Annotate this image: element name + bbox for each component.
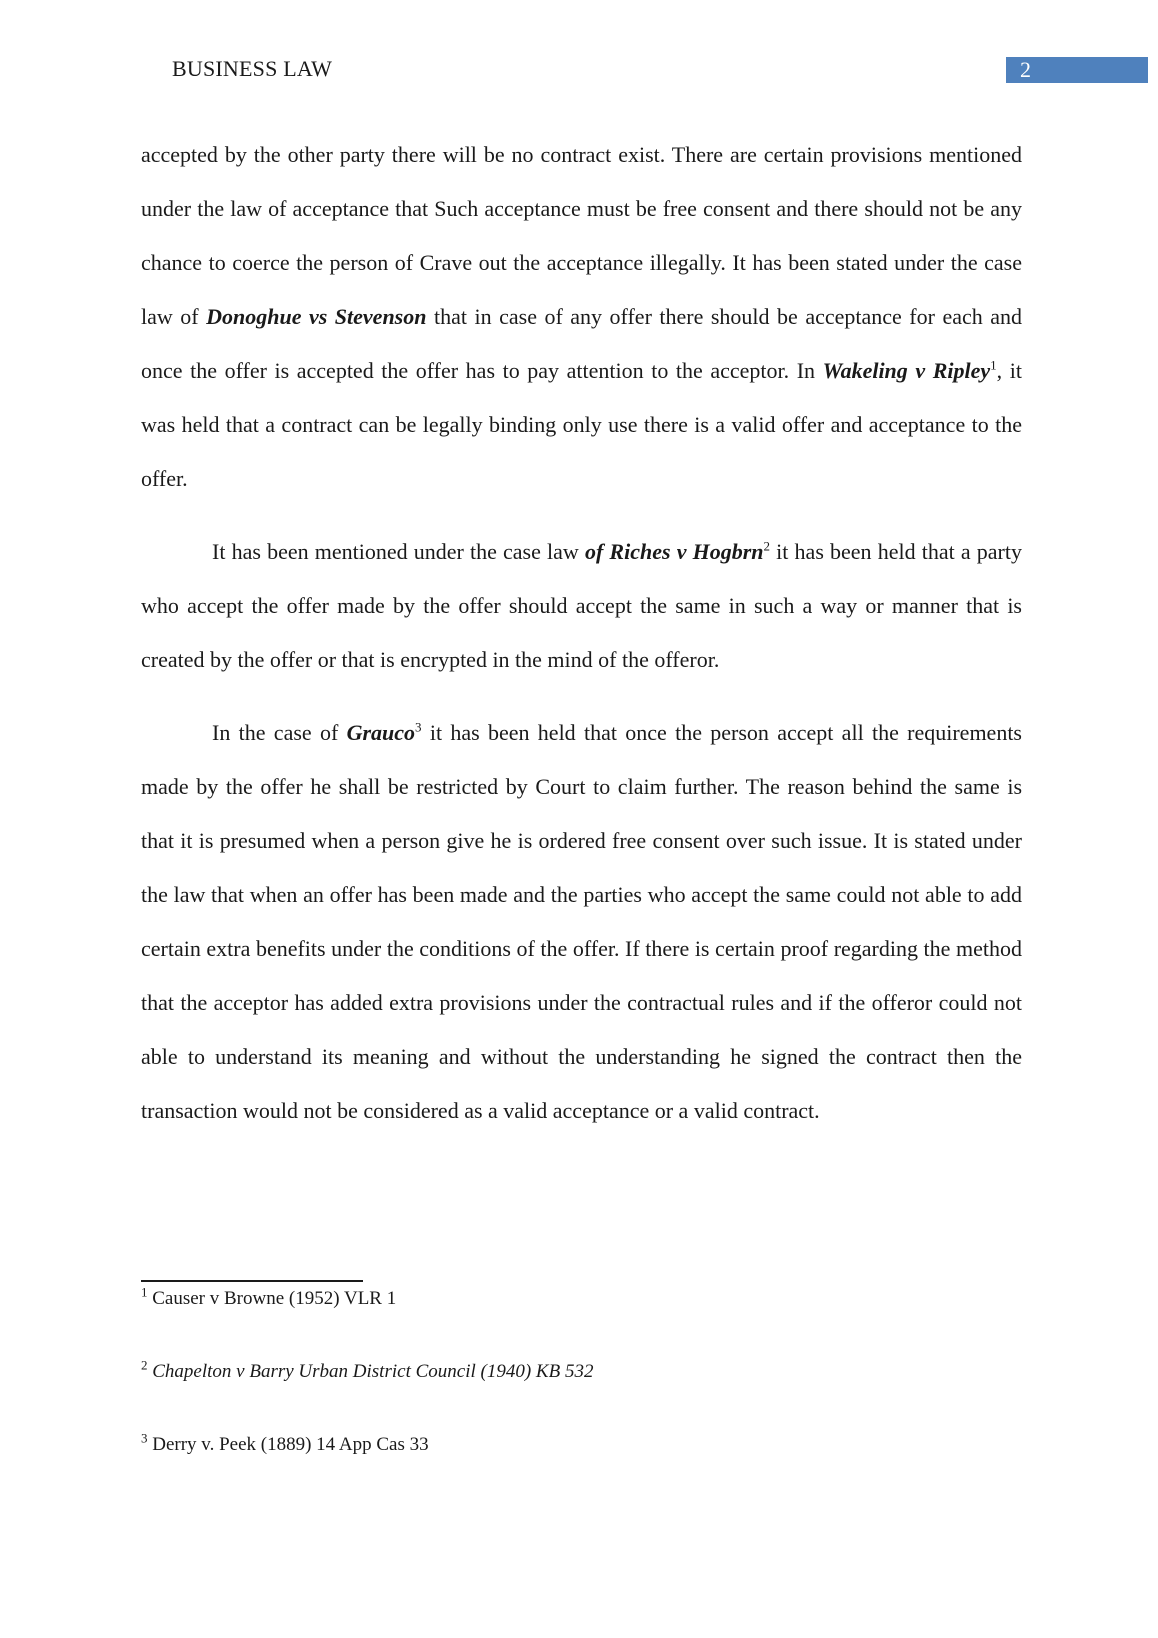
case-citation-wakeling: Wakeling v Ripley: [822, 358, 991, 383]
paragraph-text: that in case of any offer there should be acceptance for each and once the offer is accepted the offer has to pay attention to the acceptor. In: [141, 304, 1023, 383]
paragraph-1: [141, 128, 1022, 506]
paragraph-text: , it was held that a contract can be legally binding only use there is a valid offer and acceptance to the offer.: [141, 358, 1022, 491]
running-header: BUSINESS LAW: [172, 56, 333, 81]
footnote-text: Chapelton v Barry Urban District Council (1940) KB 532: [152, 1361, 594, 1382]
case-citation-grauco: Grauco: [346, 720, 416, 745]
paragraph-text: accepted by the other party there will be no contract exist. There are certain provisions mentioned under the law of acceptance that Such acceptance must be free consent and there should not be any chance to coerce the person of Crave out the acceptance illegally. It has been stated under the case law of: [141, 142, 1022, 329]
footnote-reference-2[interactable]: 2: [763, 538, 771, 554]
paragraph-text: In the case of: [212, 720, 347, 745]
footnote-reference-3[interactable]: 3: [415, 719, 422, 735]
case-citation-riches: of Riches v Hogbrn: [584, 539, 764, 564]
case-citation-donoghue: Donoghue vs Stevenson: [206, 304, 427, 329]
footnote-text: Causer v Browne (1952) VLR 1: [152, 1288, 397, 1309]
footnote-2: [141, 1357, 594, 1383]
paragraph-text: it has been held that a party who accept the offer made by the offer should accept the same in such a way or manner that is created by the offer or that is encrypted in the mind of the offeror.: [141, 539, 1022, 672]
footnote-number: 2: [141, 1357, 148, 1373]
paragraph-text: it has been held that once the person accept all the requirements made by the offer he shall be restricted by Court to claim further. The reason behind the same is that it is presumed when a person give he is ordered free consent over such issue. It is stated under the law that when an offer has been made and the parties who accept the same could not able to add certain extra benefits under the conditions of the offer. If there is certain proof regarding the method that the acceptor has added extra provisions under the contractual rules and if the offeror could not able to understand its meaning and without the understanding he signed the contract then the transaction would not be considered as a valid acceptance or a valid contract.: [141, 720, 1022, 1123]
footnote-1: [141, 1284, 397, 1310]
paragraph-text: It has been mentioned under the case law: [212, 539, 585, 564]
document-body: [141, 128, 1022, 1138]
paragraph-3: [141, 706, 1022, 1138]
footnote-number: 3: [141, 1430, 148, 1446]
footnote-reference-1[interactable]: 1: [990, 357, 997, 373]
paragraph-2: [141, 525, 1022, 687]
footnote-number: 1: [141, 1284, 148, 1300]
footnote-separator: [141, 1280, 363, 1282]
page-number: 2: [1006, 57, 1148, 83]
footnote-3: [141, 1430, 429, 1456]
footnote-text: Derry v. Peek (1889) 14 App Cas 33: [152, 1434, 429, 1455]
